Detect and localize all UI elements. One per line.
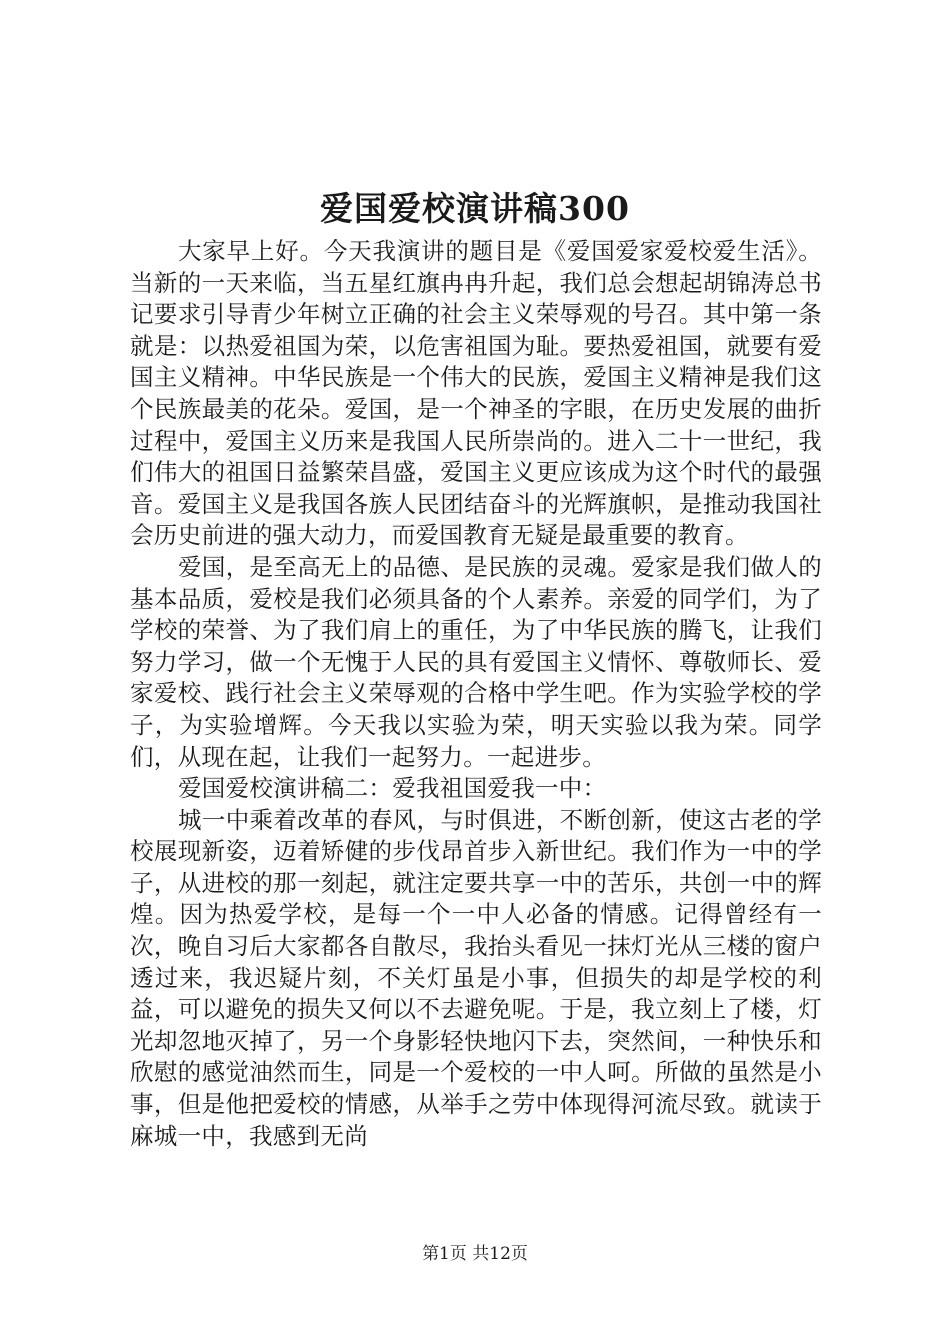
document-body [130, 236, 822, 1152]
document-title: 爱国爱校演讲稿300 [320, 189, 630, 228]
paragraph-1: 大家早上好。今天我演讲的题目是《爱国爱家爱校爱生活》。当新的一天来临，当五星红旗冉冉升起，我们总会想起胡锦涛总书记要求引导青少年树立正确的社会主义荣辱观的号召。其中第一条就是：以热爱祖国为荣，以危害祖国为耻。要热爱祖国，就要有爱国主义精神。中华民族是一个伟大的民族，爱国主义精神是我们这个民族最美的花朵。爱国，是一个神圣的字眼，在历史发展的曲折过程中，爱国主义历来是我国人民所崇尚的。进入二十一世纪，我们伟大的祖国日益繁荣昌盛，爱国主义更应该成为这个时代的最强音。爱国主义是我国各族人民团结奋斗的光辉旗帜，是推动我国社会历史前进的强大动力，而爱国教育无疑是最重要的教育。 [130, 237, 822, 550]
section-heading-2: 爱国爱校演讲稿二：爱我祖国爱我一中： [178, 774, 607, 803]
paragraph-2: 爱国，是至高无上的品德、是民族的灵魂。爱家是我们做人的基本品质，爱校是我们必须具备的个人素养。亲爱的同学们，为了学校的荣誉、为了我们肩上的重任，为了中华民族的腾飞，让我们努力学习，做一个无愧于人民的具有爱国主义情怀、尊敬师长、爱家爱校、践行社会主义荣辱观的合格中学生吧。作为实验学校的学子，为实验增辉。今天我以实验为荣，明天实验以我为荣。同学们，从现在起，让我们一起努力。一起进步。 [130, 552, 822, 771]
page-number: 第1页 共12页 [422, 1244, 528, 1264]
paragraph-3: 城一中乘着改革的春风，与时俱进，不断创新，使这古老的学校展现新姿，迈着矫健的步伐昂首步入新世纪。我们作为一中的学子，从进校的那一刻起，就注定要共享一中的苦乐，共创一中的辉煌。因为热爱学校，是每一个一中人必备的情感。记得曾经有一次，晚自习后大家都各自散尽，我抬头看见一抹灯光从三楼的窗户透过来，我迟疑片刻，不关灯虽是小事，但损失的却是学校的利益，可以避免的损失又何以不去避免呢。于是，我立刻上了楼，灯光却忽地灭掉了，另一个身影轻快地闪下去，突然间，一种快乐和欣慰的感觉油然而生，同是一个爱校的一中人呵。所做的虽然是小事，但是他把爱校的情感，从举手之劳中体现得河流尽致。就读于麻城一中，我感到无尚 [130, 805, 822, 1150]
